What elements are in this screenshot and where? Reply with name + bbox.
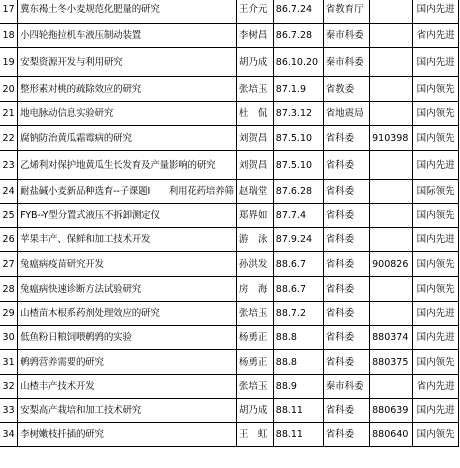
appraisal-unit: 省科委 bbox=[323, 302, 370, 326]
project-title: 耐盐碱小麦新品种选育--子课题Ⅰ 利用花药培养筛 bbox=[18, 180, 237, 204]
appraisal-unit: 省科委 bbox=[323, 350, 370, 375]
appraisal-date: 87.6.28 bbox=[273, 180, 323, 204]
row-number: 34 bbox=[0, 423, 18, 447]
appraisal-date: 87.3.12 bbox=[273, 102, 323, 126]
achievement-level: 国内先进 bbox=[413, 0, 459, 24]
achievement-level: 国内领先 bbox=[413, 77, 459, 102]
appraisal-date: 87.9.24 bbox=[273, 228, 323, 252]
table-row bbox=[0, 77, 459, 102]
project-title: 整形素对桃的疏除效应的研究 bbox=[18, 77, 237, 102]
registration-code bbox=[370, 302, 413, 326]
achievement-level: 国内领先 bbox=[413, 423, 459, 447]
achievement-level: 国内领先 bbox=[413, 277, 459, 302]
table-row bbox=[0, 151, 459, 180]
appraisal-date: 86.10.20 bbox=[273, 48, 323, 77]
appraisal-date: 88.11 bbox=[273, 423, 323, 447]
table-row bbox=[0, 375, 459, 399]
table-row bbox=[0, 0, 459, 24]
table-row bbox=[0, 126, 459, 151]
registration-code bbox=[370, 77, 413, 102]
lead-researcher: 王 虹 bbox=[236, 423, 273, 447]
lead-researcher: 王介元 bbox=[236, 0, 273, 24]
lead-researcher: 刘贺昌 bbox=[236, 126, 273, 151]
achievement-level: 省内先进 bbox=[413, 375, 459, 399]
project-title: 安梨高产栽培和加工技术研究 bbox=[18, 399, 237, 423]
row-number: 24 bbox=[0, 180, 18, 204]
project-title: 安梨资源开发与利用研究 bbox=[18, 48, 237, 77]
table-row bbox=[0, 252, 459, 277]
row-number: 29 bbox=[0, 302, 18, 326]
row-number: 17 bbox=[0, 0, 18, 24]
registration-code bbox=[370, 0, 413, 24]
appraisal-date: 88.6.7 bbox=[273, 252, 323, 277]
appraisal-unit: 省科委 bbox=[323, 151, 370, 180]
row-number: 30 bbox=[0, 326, 18, 350]
project-title: 冀东褐土冬小麦规范化肥量的研究 bbox=[18, 0, 237, 24]
appraisal-date: 87.1.9 bbox=[273, 77, 323, 102]
project-title: 山楂苗木根系药剂处理效应的研究 bbox=[18, 302, 237, 326]
registration-code bbox=[370, 48, 413, 77]
lead-researcher: 赵瑞堂 bbox=[236, 180, 273, 204]
achievement-level: 国内领先 bbox=[413, 102, 459, 126]
appraisal-date: 86.7.24 bbox=[273, 0, 323, 24]
lead-researcher: 张培玉 bbox=[236, 77, 273, 102]
project-title: 腐钠防治黄瓜霜霉病的研究 bbox=[18, 126, 237, 151]
appraisal-unit: 省科委 bbox=[323, 399, 370, 423]
appraisal-unit: 秦市科委 bbox=[323, 48, 370, 77]
achievement-level: 国内先进 bbox=[413, 399, 459, 423]
lead-researcher: 胡乃成 bbox=[236, 399, 273, 423]
lead-researcher: 胡乃成 bbox=[236, 48, 273, 77]
registration-code bbox=[370, 375, 413, 399]
achievement-level: 国内领先 bbox=[413, 126, 459, 151]
project-title: 苹果丰产、保鲜和加工技术开发 bbox=[18, 228, 237, 252]
appraisal-unit: 省教育厅 bbox=[323, 0, 370, 24]
table-row bbox=[0, 399, 459, 423]
appraisal-unit: 省科委 bbox=[323, 126, 370, 151]
appraisal-unit: 省地震局 bbox=[323, 102, 370, 126]
achievement-level: 国内领先 bbox=[413, 204, 459, 228]
row-number: 22 bbox=[0, 126, 18, 151]
table-row bbox=[0, 48, 459, 77]
appraisal-unit: 省科委 bbox=[323, 423, 370, 447]
project-title: 鹌鹑营养需要的研究 bbox=[18, 350, 237, 375]
row-number: 33 bbox=[0, 399, 18, 423]
appraisal-date: 88.8 bbox=[273, 326, 323, 350]
appraisal-date: 88.8 bbox=[273, 350, 323, 375]
registration-code: 880639 bbox=[370, 399, 413, 423]
lead-researcher: 张培玉 bbox=[236, 302, 273, 326]
lead-researcher: 游 泳 bbox=[236, 228, 273, 252]
lead-researcher: 孙洪发 bbox=[236, 252, 273, 277]
row-number: 25 bbox=[0, 204, 18, 228]
table-row bbox=[0, 302, 459, 326]
row-number: 20 bbox=[0, 77, 18, 102]
project-title: FYB--Y型分置式液压不拆卸测定仪 bbox=[18, 204, 237, 228]
appraisal-unit: 省科委 bbox=[323, 252, 370, 277]
project-title: 山楂丰产技术开发 bbox=[18, 375, 237, 399]
lead-researcher: 杨勇正 bbox=[236, 350, 273, 375]
achievement-level: 国内先进 bbox=[413, 228, 459, 252]
achievement-level: 国际领先 bbox=[413, 180, 459, 204]
appraisal-date: 88.11 bbox=[273, 399, 323, 423]
achievement-level: 国内领先 bbox=[413, 252, 459, 277]
table-row bbox=[0, 228, 459, 252]
project-title: 小四轮拖拉机车液压制动装置 bbox=[18, 24, 237, 48]
row-number: 27 bbox=[0, 252, 18, 277]
appraisal-unit: 省科委 bbox=[323, 277, 370, 302]
appraisal-unit: 秦市科委 bbox=[323, 24, 370, 48]
appraisal-unit: 省教委 bbox=[323, 77, 370, 102]
appraisal-unit: 省科委 bbox=[323, 228, 370, 252]
appraisal-unit: 省科委 bbox=[323, 326, 370, 350]
project-title: 兔瘟病疫苗研究开发 bbox=[18, 252, 237, 277]
table-row bbox=[0, 350, 459, 375]
lead-researcher: 刘贺昌 bbox=[236, 151, 273, 180]
row-number: 26 bbox=[0, 228, 18, 252]
project-title: 低鱼粉日粮饲喂鹌鹑的实验 bbox=[18, 326, 237, 350]
appraisal-date: 88.9 bbox=[273, 375, 323, 399]
lead-researcher: 房 海 bbox=[236, 277, 273, 302]
table-row bbox=[0, 24, 459, 48]
project-title: 地电脉动信息实验研究 bbox=[18, 102, 237, 126]
appraisal-unit: 省科委 bbox=[323, 180, 370, 204]
table-row bbox=[0, 102, 459, 126]
achievement-level: 国内先进 bbox=[413, 151, 459, 180]
appraisal-date: 88.6.7 bbox=[273, 277, 323, 302]
appraisal-date: 87.5.10 bbox=[273, 151, 323, 180]
appraisal-unit: 省科委 bbox=[323, 204, 370, 228]
table-row bbox=[0, 180, 459, 204]
row-number: 32 bbox=[0, 375, 18, 399]
appraisal-date: 87.5.10 bbox=[273, 126, 323, 151]
lead-researcher: 李树昌 bbox=[236, 24, 273, 48]
table-row bbox=[0, 326, 459, 350]
registration-code bbox=[370, 228, 413, 252]
row-number: 18 bbox=[0, 24, 18, 48]
project-title: 兔瘟病快速诊断方法试验研究 bbox=[18, 277, 237, 302]
table-row bbox=[0, 204, 459, 228]
lead-researcher: 郑界如 bbox=[236, 204, 273, 228]
lead-researcher: 张培玉 bbox=[236, 375, 273, 399]
achievement-level: 国内领先 bbox=[413, 350, 459, 375]
lead-researcher: 杨勇正 bbox=[236, 326, 273, 350]
registration-code bbox=[370, 277, 413, 302]
registration-code bbox=[370, 151, 413, 180]
row-number: 31 bbox=[0, 350, 18, 375]
lead-researcher: 杜 侃 bbox=[236, 102, 273, 126]
achievement-level: 国内先进 bbox=[413, 326, 459, 350]
row-number: 23 bbox=[0, 151, 18, 180]
project-title: 乙烯利对保护地黄瓜生长发育及产量影响的研究 bbox=[18, 151, 237, 180]
registration-code bbox=[370, 204, 413, 228]
row-number: 28 bbox=[0, 277, 18, 302]
row-number: 19 bbox=[0, 48, 18, 77]
project-title: 李树嫩枝扦插的研究 bbox=[18, 423, 237, 447]
table-row bbox=[0, 277, 459, 302]
appraisal-date: 88.7.2 bbox=[273, 302, 323, 326]
appraisal-unit: 秦市科委 bbox=[323, 375, 370, 399]
achievement-level: 国内先进 bbox=[413, 302, 459, 326]
row-number: 21 bbox=[0, 102, 18, 126]
registration-code bbox=[370, 102, 413, 126]
registration-code: 900826 bbox=[370, 252, 413, 277]
registration-code bbox=[370, 180, 413, 204]
registration-code: 910398 bbox=[370, 126, 413, 151]
achievement-level: 省内先进 bbox=[413, 24, 459, 48]
appraisal-date: 86.7.28 bbox=[273, 24, 323, 48]
achievement-level: 国内先进 bbox=[413, 48, 459, 77]
registration-code: 880640 bbox=[370, 423, 413, 447]
registration-code: 880375 bbox=[370, 350, 413, 375]
registration-code: 880374 bbox=[370, 326, 413, 350]
appraisal-date: 87.7.4 bbox=[273, 204, 323, 228]
registration-code bbox=[370, 24, 413, 48]
table-row bbox=[0, 423, 459, 447]
